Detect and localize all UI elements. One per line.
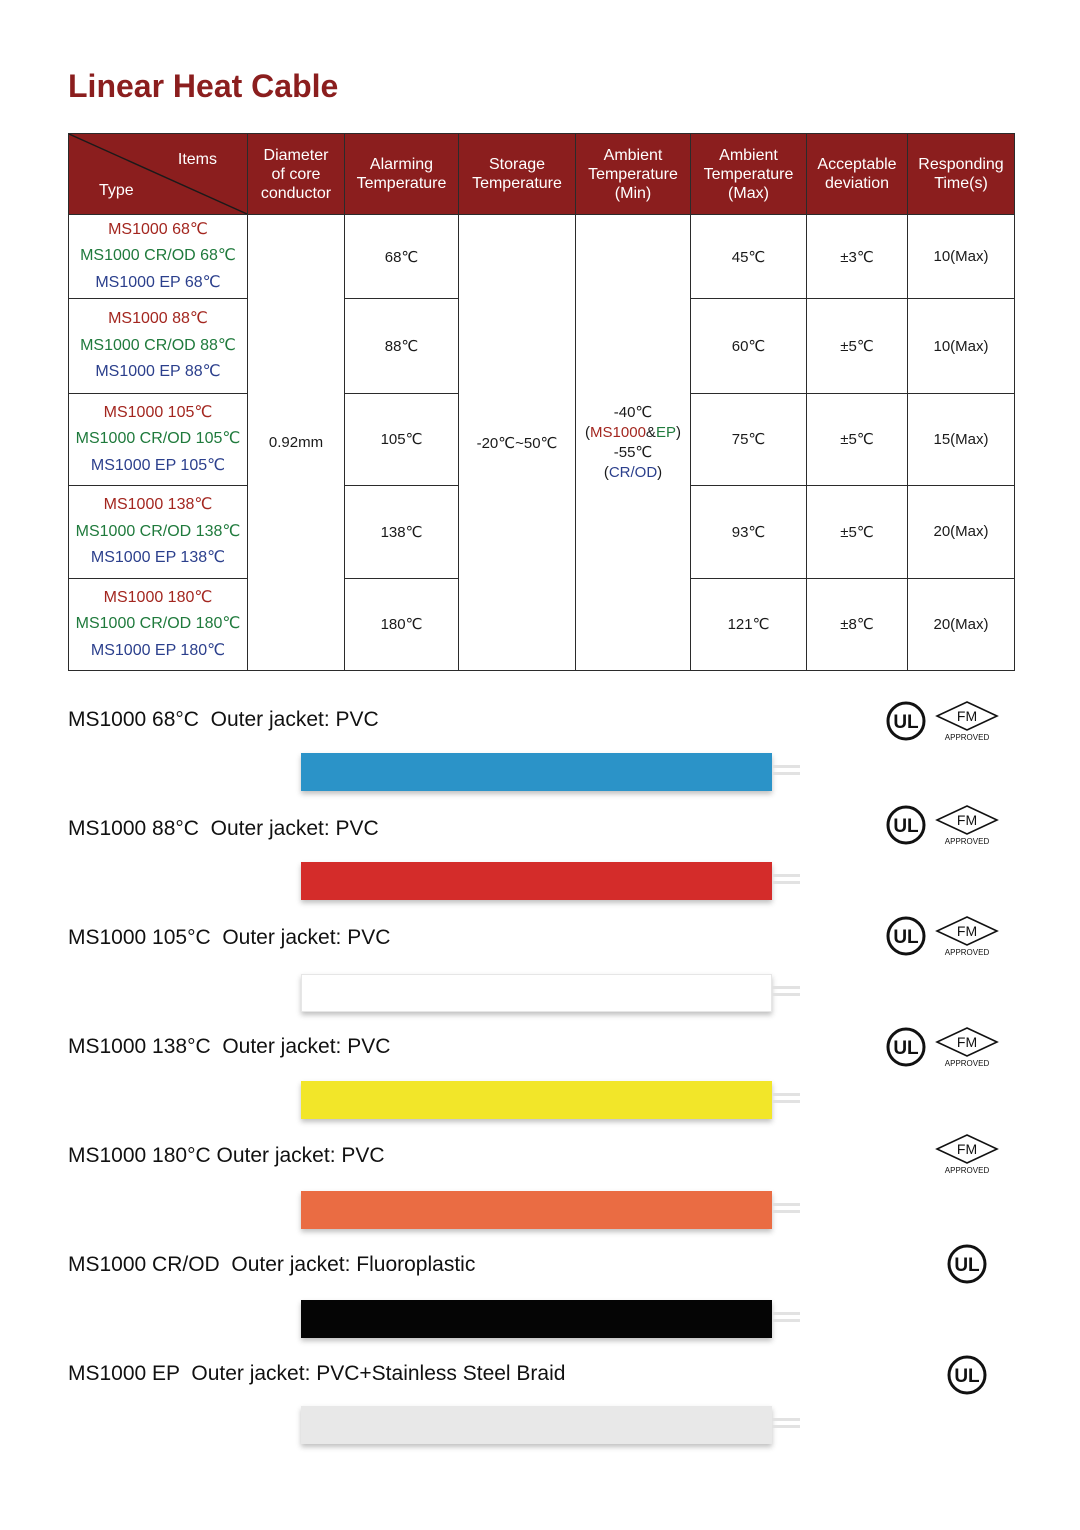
storage-cell: -20℃~50℃ xyxy=(459,215,576,671)
header-diameter: Diameter of core conductor xyxy=(248,134,345,215)
responding-cell: 10(Max) xyxy=(908,299,1015,393)
cable-bar xyxy=(301,862,772,900)
svg-text:FM: FM xyxy=(956,923,978,939)
svg-text:FM: FM xyxy=(956,1034,978,1050)
header-acceptable-deviation: Acceptable deviation xyxy=(807,134,908,215)
svg-text:APPROVED: APPROVED xyxy=(944,1166,990,1175)
deviation-cell: ±8℃ xyxy=(807,578,908,670)
svg-text:UL: UL xyxy=(893,927,919,948)
ambient-max-cell: 93℃ xyxy=(691,486,807,578)
alarming-cell: 88℃ xyxy=(345,299,459,393)
svg-text:FM: FM xyxy=(956,1141,978,1157)
svg-text:UL: UL xyxy=(893,712,919,733)
ambient-max-cell: 121℃ xyxy=(691,578,807,670)
header-ambient-max: Ambient Temperature (Max) xyxy=(691,134,807,215)
cable-label: MS1000 138°C Outer jacket: PVC xyxy=(68,1035,391,1058)
svg-text:UL: UL xyxy=(954,1255,980,1276)
ul-logo-icon xyxy=(947,1355,987,1395)
deviation-cell: ±5℃ xyxy=(807,299,908,393)
fm-approved-icon xyxy=(935,1026,999,1068)
cable-bar xyxy=(301,974,772,1012)
diagonal-divider xyxy=(69,134,247,214)
svg-text:FM: FM xyxy=(956,708,978,724)
type-cell: MS1000 68℃ MS1000 CR/OD 68℃ MS1000 EP 68℃ xyxy=(69,215,248,299)
spec-table xyxy=(68,133,1015,671)
wire-tail xyxy=(772,1312,800,1326)
table-header-row xyxy=(69,134,1015,215)
svg-text:UL: UL xyxy=(954,1366,980,1387)
svg-text:APPROVED: APPROVED xyxy=(944,1059,990,1068)
cable-bar xyxy=(301,1406,772,1444)
svg-text:APPROVED: APPROVED xyxy=(944,733,990,742)
alarming-cell: 105℃ xyxy=(345,393,459,485)
ul-logo-icon xyxy=(886,805,926,845)
deviation-cell: ±5℃ xyxy=(807,486,908,578)
table-row xyxy=(69,215,1015,299)
diameter-cell: 0.92mm xyxy=(248,215,345,671)
header-ambient-min: Ambient Temperature (Min) xyxy=(576,134,691,215)
header-alarming-temperature: Alarming Temperature xyxy=(345,134,459,215)
wire-tail xyxy=(772,1093,800,1107)
ambient-max-cell: 60℃ xyxy=(691,299,807,393)
fm-approved-icon xyxy=(935,804,999,846)
responding-cell: 20(Max) xyxy=(908,578,1015,670)
svg-text:APPROVED: APPROVED xyxy=(944,948,990,957)
responding-cell: 10(Max) xyxy=(908,215,1015,299)
header-responding-time: Responding Time(s) xyxy=(908,134,1015,215)
cable-bar xyxy=(301,1300,772,1338)
cable-bar xyxy=(301,1191,772,1229)
header-items: Items xyxy=(177,151,217,168)
page-title: Linear Heat Cable xyxy=(68,68,339,104)
responding-cell: 20(Max) xyxy=(908,486,1015,578)
cable-label: MS1000 68°C Outer jacket: PVC xyxy=(68,708,379,731)
ul-logo-icon xyxy=(947,1244,987,1284)
wire-tail xyxy=(772,1203,800,1217)
ambient-max-cell: 75℃ xyxy=(691,393,807,485)
deviation-cell: ±5℃ xyxy=(807,393,908,485)
wire-tail xyxy=(772,1418,800,1432)
deviation-cell: ±3℃ xyxy=(807,215,908,299)
cable-label: MS1000 EP Outer jacket: PVC+Stainless Steel Braid xyxy=(68,1362,566,1385)
header-storage-temperature: Storage Temperature xyxy=(459,134,576,215)
header-type: Type xyxy=(99,182,134,199)
wire-tail xyxy=(772,765,800,779)
wire-tail xyxy=(772,874,800,888)
svg-text:APPROVED: APPROVED xyxy=(944,837,990,846)
cable-label: MS1000 CR/OD Outer jacket: Fluoroplastic xyxy=(68,1253,476,1276)
cable-label: MS1000 105°C Outer jacket: PVC xyxy=(68,926,391,949)
cable-bar xyxy=(301,753,772,791)
type-cell: MS1000 180℃ MS1000 CR/OD 180℃ MS1000 EP 180℃ xyxy=(69,578,248,670)
alarming-cell: 68℃ xyxy=(345,215,459,299)
type-cell: MS1000 138℃ MS1000 CR/OD 138℃ MS1000 EP 138℃ xyxy=(69,486,248,578)
alarming-cell: 180℃ xyxy=(345,578,459,670)
svg-text:UL: UL xyxy=(893,1038,919,1059)
cable-bar xyxy=(301,1081,772,1119)
header-corner-cell xyxy=(69,134,248,215)
fm-approved-icon xyxy=(935,1133,999,1175)
cable-label: MS1000 88°C Outer jacket: PVC xyxy=(68,817,379,840)
type-cell: MS1000 105℃ MS1000 CR/OD 105℃ MS1000 EP 105℃ xyxy=(69,393,248,485)
type-cell: MS1000 88℃ MS1000 CR/OD 88℃ MS1000 EP 88℃ xyxy=(69,299,248,393)
responding-cell: 15(Max) xyxy=(908,393,1015,485)
ul-logo-icon xyxy=(886,1027,926,1067)
ambient-min-cell: -40℃ (MS1000&EP) -55℃ (CR/OD) xyxy=(576,215,691,671)
svg-text:FM: FM xyxy=(956,812,978,828)
fm-approved-icon xyxy=(935,915,999,957)
alarming-cell: 138℃ xyxy=(345,486,459,578)
cable-label: MS1000 180°C Outer jacket: PVC xyxy=(68,1144,385,1167)
svg-text:UL: UL xyxy=(893,816,919,837)
ul-logo-icon xyxy=(886,916,926,956)
ul-logo-icon xyxy=(886,701,926,741)
ambient-max-cell: 45℃ xyxy=(691,215,807,299)
wire-tail xyxy=(772,986,800,1000)
fm-approved-icon xyxy=(935,700,999,742)
